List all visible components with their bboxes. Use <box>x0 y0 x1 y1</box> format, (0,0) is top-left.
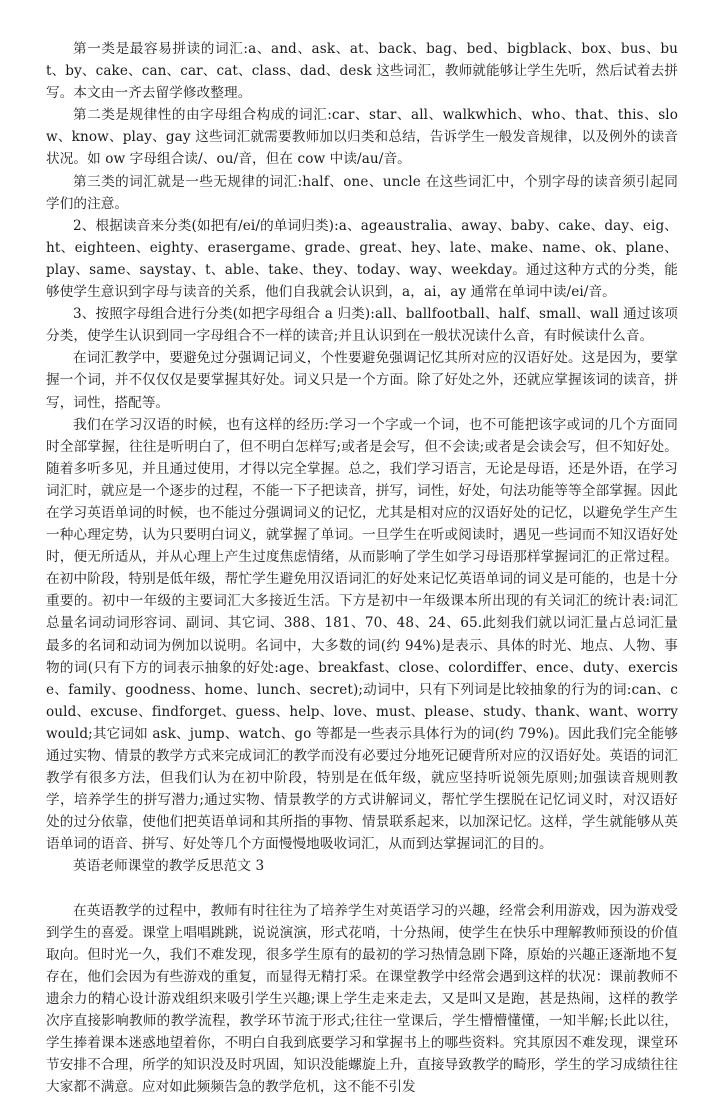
paragraph-classify-by-letters: 3、按照字母组合进行分类(如把字母组合 a 归类):all、ballfootball、half、small、wall 通过该项分类，使学生认识到同一字母组合不一样的读音;并且认识到在一般状况读什么音，有时候读什么音。 <box>46 306 678 345</box>
paragraph-learning-chinese: 我们在学习汉语的时候，也有这样的经历:学习一个字或一个词，也不可能把该字或词的几个方面同时全部掌握，往往是听明白了，但不明白怎样写;或者是会写，但不会读;或者是会读会写，但不知好处。随着多听多见，并且通过使用，才得以完全掌握。总之，我们学习语言，无论是母语，还是外语，在学习词汇时，就应是一个逐步的过程，不能一下子把读音，拼写，词性，好处，句法功能等等全部掌握。因此在学习英语单词的时候，也不能过分强调词义的记忆，尤其是相对应的汉语好处的记忆，以避免学生产生一种心理定势，认为只要明白词义，就掌握了单词。一旦学生在听或阅读时，遇见一些词而不知汉语好处时，便无所适从，并从心理上产生过度焦虑情绪，从而影响了学生如学习母语那样掌握词汇的正常过程。在初中阶段，特别是低年级，帮忙学生避免用汉语词汇的好处来记忆英语单词的词义是可能的，也是十分重要的。初中一年级的主要词汇大多接近生活。下方是初中一年级课本所出现的有关词汇的统计表:词汇总量名词动词形容词、副词、其它词、388、181、70、48、24、65.此刻我们就以词汇量占总词汇量最多的名词和动词为例加以说明。名词中，大多数的词(约 94%)是表示、具体的时光、地点、人物、事物的词(只有下方的词表示抽象的好处:age、breakfast、close、colordiffer、ence、duty、exercise、family、goodness、home、lunch、secret);动词中，只有下列词是比较抽象的行为的词:can、could、excuse、findforget、guess、help、love、must、please、study、thank、want、worrywould;其它词如 ask、jump、watch、go 等都是一些表示具体行为的词(约 79%)。因此我们完全能够通过实物、情景的教学方式来完成词汇的教学而没有必要过分地死记硬背所对应的汉语好处。英语的词汇教学有很多方法，但我们认为在初中阶段，特别是在低年级，就应坚持听说领先原则;加强读音规则教学，培养学生的拼写潜力;通过实物、情景教学的方式讲解词义，帮忙学生摆脱在记忆词义时，对汉语好处的过分依靠，使他们把英语单词和其所指的事物、情景联系起来，以加深记忆。这样，学生就能够从英语单词的语音、拼写、好处等几个方面慢慢地吸收词汇，从而到达掌握词汇的目的。 <box>46 416 678 853</box>
blank-line <box>46 878 678 900</box>
document-body <box>46 38 678 1098</box>
paragraph-word-category-3: 第三类的词汇就是一些无规律的词汇:half、one、uncle 在这些词汇中，个别字母的读音须引起同学们的注意。 <box>46 173 678 212</box>
section-heading: 英语老师课堂的教学反思范文 3 <box>73 858 265 875</box>
paragraph-games-in-teaching: 在英语教学的过程中，教师有时往往为了培养学生对英语学习的兴趣，经常会利用游戏，因为游戏受到学生的喜爱。课堂上唱唱跳跳，说说演演，形式花哨，十分热闹，使学生在快乐中理解教师预设的价值取向。但时光一久，我们不难发现，很多学生原有的最初的学习热情急剧下降，原始的兴趣正逐渐地不复存在，他们会因为有些游戏的重复，而显得无精打采。在课堂教学中经常会遇到这样的状况：课前教师不遗余力的精心设计游戏组织来吸引学生兴趣;课上学生走来走去，又是叫又是跑，甚是热闹，这样的教学次序直接影响教师的教学流程，教学环节流于形式;往往一堂课后，学生懵懵懂懂，一知半解;长此以往，学生捧着课本迷惑地望着你，不明白自我到底要学习和掌握书上的哪些资料。究其原因不难发现，课堂环节安排不合理，所学的知识没及时巩固，知识没能螺旋上升，直接导致教学的畸形，学生的学习成绩往往大家都不满意。应对如此频频告急的教学危机，这不能不引发 <box>46 902 678 1096</box>
paragraph-avoid-meaning: 在词汇教学中，要避免过分强调记词义，个性要避免强调记忆其所对应的汉语好处。这是因为，要掌握一个词，并不仅仅仅是要掌握其好处。词义只是一个方面。除了好处之外，还就应掌握该词的读音，拼写，词性，搭配等。 <box>46 350 678 411</box>
paragraph-word-category-2: 第二类是规律性的由字母组合构成的词汇:car、star、all、walkwhich、who、that、this、slow、know、play、gay 这些词汇就需要教师加以归类和总结，告诉学生一般发音规律，以及例外的读音状况。如 ow 字母组合读/、ou/音，但在 cow 中读/au/音。 <box>46 107 678 168</box>
paragraph-word-category-1: 第一类是最容易拼读的词汇:a、and、ask、at、back、bag、bed、bigblack、box、bus、but、by、cake、can、car、cat、class、dad、desk 这些词汇，教师就能够让学生先听，然后试着去拼写。本文由一齐去留学修改整理。 <box>46 41 678 102</box>
paragraph-classify-by-sound: 2、根据读音来分类(如把有/ei/的单词归类):a、ageaustralia、away、baby、cake、day、eig、ht、eighteen、eighty、erasergame、grade、great、hey、late、make、name、ok、plane、play、same、saystay、t、able、take、they、today、way、weekday。通过这种方式的分类，能够使学生意识到字母与读音的关系，他们自我就会认识到，a，ai，ay 通常在单词中读/ei/音。 <box>46 217 678 301</box>
